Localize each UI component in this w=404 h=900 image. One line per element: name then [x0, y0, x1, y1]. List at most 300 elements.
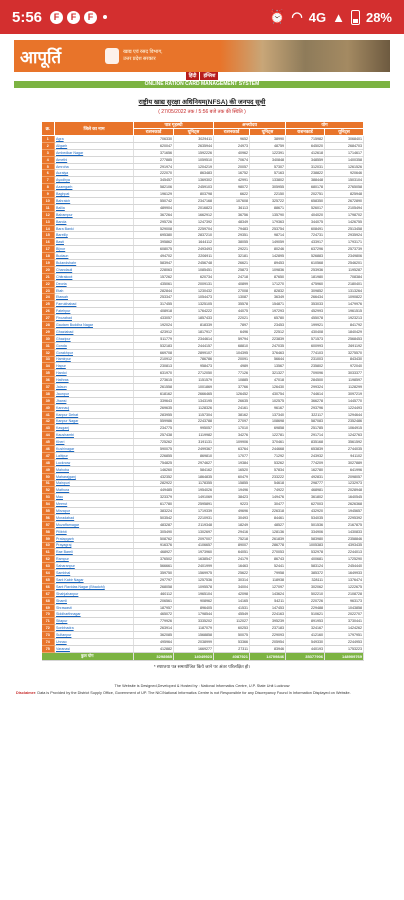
- row-value[interactable]: 359750: [134, 570, 174, 577]
- row-value[interactable]: 199921: [286, 322, 325, 329]
- row-value[interactable]: 1198597: [325, 377, 364, 384]
- row-value[interactable]: 235802: [286, 363, 325, 370]
- district-link[interactable]: Rampur: [55, 556, 134, 563]
- row-value[interactable]: 317455: [134, 301, 174, 308]
- row-value[interactable]: 187957: [134, 604, 174, 611]
- row-value[interactable]: 283955: [134, 411, 174, 418]
- row-value[interactable]: 126430: [250, 384, 286, 391]
- district-link[interactable]: Maharajganj: [55, 473, 134, 480]
- row-value[interactable]: 324167: [286, 625, 325, 632]
- row-value[interactable]: 3191131: [174, 439, 214, 446]
- row-value[interactable]: 328111: [286, 577, 325, 584]
- row-value[interactable]: 618162: [134, 390, 174, 397]
- row-value[interactable]: 25622: [214, 570, 250, 577]
- row-value[interactable]: 2691192: [325, 342, 364, 349]
- row-value[interactable]: 322117: [286, 411, 325, 418]
- row-value[interactable]: 549330: [286, 639, 325, 646]
- row-value[interactable]: 79958: [250, 570, 286, 577]
- row-value[interactable]: 404020: [286, 211, 325, 218]
- row-value[interactable]: 1857433: [174, 315, 214, 322]
- row-value[interactable]: 228063: [134, 266, 174, 273]
- row-value[interactable]: 361802: [286, 494, 325, 501]
- row-value[interactable]: 2626368: [325, 501, 364, 508]
- row-value[interactable]: 42991: [214, 177, 250, 184]
- row-value[interactable]: 266434: [286, 294, 325, 301]
- row-value[interactable]: 1669277: [174, 645, 214, 652]
- row-value[interactable]: 96167: [250, 404, 286, 411]
- district-link[interactable]: Lucknow: [55, 459, 134, 466]
- district-link[interactable]: Ghaziabad: [55, 328, 134, 335]
- district-link[interactable]: Kaushambi: [55, 432, 134, 439]
- row-value[interactable]: 26635: [214, 397, 250, 404]
- district-link[interactable]: Kheri: [55, 439, 134, 446]
- district-link[interactable]: Gautam Buddha Nagar: [55, 322, 134, 329]
- row-value[interactable]: 35578: [214, 301, 250, 308]
- row-value[interactable]: 383224: [134, 508, 174, 515]
- district-link[interactable]: Hathras: [55, 377, 134, 384]
- row-value[interactable]: 222070: [134, 170, 174, 177]
- row-value[interactable]: 2352486: [325, 418, 364, 425]
- row-value[interactable]: 1085451: [174, 266, 214, 273]
- row-value[interactable]: 122781: [250, 432, 286, 439]
- row-value[interactable]: 36349: [250, 294, 286, 301]
- row-value[interactable]: 74922: [250, 487, 286, 494]
- row-value[interactable]: 1965104: [174, 590, 214, 597]
- row-value[interactable]: 41531: [214, 604, 250, 611]
- row-value[interactable]: 75218: [214, 535, 250, 542]
- row-value[interactable]: 291714: [286, 432, 325, 439]
- row-value[interactable]: 25873: [214, 266, 250, 273]
- row-value[interactable]: 430408: [286, 328, 325, 335]
- row-value[interactable]: 261839: [250, 535, 286, 542]
- row-value[interactable]: 80246: [250, 246, 286, 253]
- district-link[interactable]: Hapur: [55, 363, 134, 370]
- row-value[interactable]: 2105494: [325, 204, 364, 211]
- row-value[interactable]: 502210: [286, 590, 325, 597]
- row-value[interactable]: 803798: [174, 191, 214, 198]
- row-value[interactable]: 891953: [286, 618, 325, 625]
- district-link[interactable]: Auraiya: [55, 170, 134, 177]
- row-value[interactable]: 440193: [286, 645, 325, 652]
- row-value[interactable]: 432352: [134, 473, 174, 480]
- district-link[interactable]: Amroha: [55, 163, 134, 170]
- row-value[interactable]: 108698: [250, 418, 286, 425]
- row-value[interactable]: 774209: [286, 459, 325, 466]
- district-link[interactable]: Kushinagar: [55, 446, 134, 453]
- district-link[interactable]: Meerut: [55, 501, 134, 508]
- row-value[interactable]: 2546201: [325, 260, 364, 267]
- row-value[interactable]: 24161: [214, 404, 250, 411]
- row-value[interactable]: 3033377: [325, 370, 364, 377]
- district-link[interactable]: Budaun: [55, 253, 134, 260]
- row-value[interactable]: 102575: [250, 397, 286, 404]
- row-value[interactable]: 22021: [214, 315, 250, 322]
- row-value[interactable]: 1376474: [325, 577, 364, 584]
- row-value[interactable]: 2108728: [325, 590, 364, 597]
- row-value[interactable]: 118938: [250, 577, 286, 584]
- row-value[interactable]: 452993: [286, 308, 325, 315]
- row-value[interactable]: 608491: [286, 225, 325, 232]
- row-value[interactable]: 210912: [134, 356, 174, 363]
- row-value[interactable]: 1095578: [174, 583, 214, 590]
- row-value[interactable]: 109906: [214, 439, 250, 446]
- row-value[interactable]: 2259704: [174, 225, 214, 232]
- row-value[interactable]: 48759: [250, 142, 286, 149]
- district-link[interactable]: Kanpur Nagar: [55, 418, 134, 425]
- district-link[interactable]: Chitrakoot: [55, 273, 134, 280]
- row-value[interactable]: 395239: [250, 618, 286, 625]
- row-value[interactable]: 345457: [134, 177, 174, 184]
- row-value[interactable]: 268058: [134, 583, 174, 590]
- district-link[interactable]: Basti: [55, 239, 134, 246]
- district-link[interactable]: Ayodhya: [55, 177, 134, 184]
- row-value[interactable]: 2712050: [174, 370, 214, 377]
- row-value[interactable]: 133802: [250, 177, 286, 184]
- row-value[interactable]: 2744035: [325, 446, 364, 453]
- row-value[interactable]: 920646: [325, 170, 364, 177]
- row-value[interactable]: 941102: [325, 452, 364, 459]
- row-value[interactable]: 57307: [250, 163, 286, 170]
- row-value[interactable]: 234775: [134, 425, 174, 432]
- row-value[interactable]: 963173: [325, 597, 364, 604]
- row-value[interactable]: 277885: [134, 156, 174, 163]
- row-value[interactable]: 253754: [250, 225, 286, 232]
- row-value[interactable]: 154871: [250, 301, 286, 308]
- row-value[interactable]: 192024: [134, 322, 174, 329]
- row-value[interactable]: 286778: [250, 542, 286, 549]
- row-value[interactable]: 2684703: [325, 142, 364, 149]
- row-value[interactable]: 206561: [134, 597, 174, 604]
- district-link[interactable]: Mainpuri: [55, 480, 134, 487]
- row-value[interactable]: 412882: [134, 645, 174, 652]
- row-value[interactable]: 423912: [134, 328, 174, 335]
- district-link[interactable]: Fatehpur: [55, 308, 134, 315]
- district-link[interactable]: Gorakhpur: [55, 349, 134, 356]
- district-link[interactable]: Farrukhabad: [55, 301, 134, 308]
- row-value[interactable]: 2595891: [174, 501, 214, 508]
- row-value[interactable]: 56644: [250, 356, 286, 363]
- row-value[interactable]: 571573: [286, 335, 325, 342]
- row-value[interactable]: 388448: [286, 177, 325, 184]
- row-value[interactable]: 532978: [286, 549, 325, 556]
- row-value[interactable]: 433057: [134, 315, 174, 322]
- row-value[interactable]: 371656: [134, 149, 174, 156]
- row-value[interactable]: 122391: [250, 149, 286, 156]
- row-value[interactable]: 282844: [134, 287, 174, 294]
- row-value[interactable]: 48349: [214, 218, 250, 225]
- row-value[interactable]: 566661: [134, 563, 174, 570]
- row-value[interactable]: 37766: [214, 384, 250, 391]
- row-value[interactable]: 126452: [214, 390, 250, 397]
- row-value[interactable]: 60253: [214, 625, 250, 632]
- row-value[interactable]: 680178: [286, 184, 325, 191]
- row-value[interactable]: 1222675: [325, 583, 364, 590]
- row-value[interactable]: 334906: [286, 528, 325, 535]
- row-value[interactable]: 9223: [214, 501, 250, 508]
- row-value[interactable]: 22150: [250, 191, 286, 198]
- row-value[interactable]: 20057: [214, 163, 250, 170]
- district-link[interactable]: Bijnor: [55, 246, 134, 253]
- row-value[interactable]: 658350: [286, 198, 325, 205]
- district-link[interactable]: Balrampur: [55, 211, 134, 218]
- row-value[interactable]: 1797951: [325, 632, 364, 639]
- row-value[interactable]: 291974: [134, 163, 174, 170]
- district-link[interactable]: Shamli: [55, 597, 134, 604]
- row-value[interactable]: 995057: [174, 425, 214, 432]
- row-value[interactable]: 744614: [286, 390, 325, 397]
- row-value[interactable]: 2243788: [174, 418, 214, 425]
- row-value[interactable]: 40899: [214, 280, 250, 287]
- row-value[interactable]: 27097: [214, 418, 250, 425]
- row-value[interactable]: 162780: [286, 466, 325, 473]
- row-value[interactable]: 1257536: [174, 577, 214, 584]
- row-value[interactable]: 610568: [286, 260, 325, 267]
- row-value[interactable]: 340848: [250, 156, 286, 163]
- row-value[interactable]: 2167875: [325, 521, 364, 528]
- row-value[interactable]: 972040: [325, 363, 364, 370]
- row-value[interactable]: 2456748: [174, 260, 214, 267]
- row-value[interactable]: 455078: [286, 315, 325, 322]
- district-link[interactable]: Shrawasti: [55, 604, 134, 611]
- row-value[interactable]: 3027889: [325, 459, 364, 466]
- row-value[interactable]: 305490: [134, 528, 174, 535]
- row-value[interactable]: 725262: [134, 439, 174, 446]
- row-value[interactable]: 3097219: [325, 390, 364, 397]
- district-link[interactable]: Amethi: [55, 156, 134, 163]
- district-link[interactable]: Baghpat: [55, 191, 134, 198]
- row-value[interactable]: 86743: [250, 556, 286, 563]
- row-value[interactable]: 220726: [286, 597, 325, 604]
- row-value[interactable]: 1569975: [174, 570, 214, 577]
- row-value[interactable]: 79483: [214, 225, 250, 232]
- row-value[interactable]: 2358846: [325, 535, 364, 542]
- row-value[interactable]: 1151579: [174, 377, 214, 384]
- row-value[interactable]: 128136: [250, 528, 286, 535]
- row-value[interactable]: 1369302: [174, 177, 214, 184]
- row-value[interactable]: 36113: [214, 204, 250, 211]
- row-value[interactable]: 1725290: [325, 556, 364, 563]
- row-value[interactable]: 149476: [250, 494, 286, 501]
- row-value[interactable]: 19384: [214, 459, 250, 466]
- row-value[interactable]: 1064915: [325, 425, 364, 432]
- row-value[interactable]: 89453: [250, 260, 286, 267]
- row-value[interactable]: 36756: [214, 211, 250, 218]
- row-value[interactable]: 818339: [174, 322, 214, 329]
- row-value[interactable]: 325722: [250, 198, 286, 205]
- row-value[interactable]: 916376: [134, 542, 174, 549]
- row-value[interactable]: 706330: [134, 136, 174, 143]
- row-value[interactable]: 226855: [134, 452, 174, 459]
- row-value[interactable]: 2568453: [325, 335, 364, 342]
- district-link[interactable]: Ballia: [55, 204, 134, 211]
- district-link[interactable]: Sultanpur: [55, 632, 134, 639]
- district-link[interactable]: Bulandshahr: [55, 260, 134, 267]
- row-value[interactable]: 376463: [250, 349, 286, 356]
- row-value[interactable]: 4106657: [174, 542, 214, 549]
- row-value[interactable]: 323379: [134, 494, 174, 501]
- district-link[interactable]: Ghazipur: [55, 335, 134, 342]
- row-value[interactable]: 18249: [214, 521, 250, 528]
- row-value[interactable]: 6496: [214, 328, 250, 335]
- row-value[interactable]: 779926: [134, 618, 174, 625]
- row-value[interactable]: 2344614: [174, 335, 214, 342]
- row-value[interactable]: 147453: [250, 604, 286, 611]
- row-value[interactable]: 1400358: [325, 156, 364, 163]
- row-value[interactable]: 13087: [214, 294, 250, 301]
- row-value[interactable]: 376502: [134, 556, 174, 563]
- row-value[interactable]: 627003: [286, 501, 325, 508]
- row-value[interactable]: 1973960: [174, 549, 214, 556]
- row-value[interactable]: 786786: [174, 356, 214, 363]
- row-value[interactable]: 16752: [214, 170, 250, 177]
- row-value[interactable]: 825948: [325, 191, 364, 198]
- row-value[interactable]: 1649933: [325, 570, 364, 577]
- row-value[interactable]: 869810: [174, 452, 214, 459]
- district-link[interactable]: Kannauj: [55, 404, 134, 411]
- row-value[interactable]: 3068401: [325, 136, 364, 143]
- row-value[interactable]: 57163: [250, 170, 286, 177]
- row-value[interactable]: 2935924: [325, 232, 364, 239]
- row-value[interactable]: 1261526: [325, 163, 364, 170]
- site-logo[interactable]: आपूर्ति: [20, 47, 62, 68]
- row-value[interactable]: 724731: [286, 232, 325, 239]
- district-link[interactable]: Siddharthnagar: [55, 611, 134, 618]
- row-value[interactable]: 1714617: [325, 149, 364, 156]
- row-value[interactable]: 2244013: [325, 549, 364, 556]
- row-value[interactable]: 1224493: [325, 404, 364, 411]
- row-value[interactable]: 87650: [250, 273, 286, 280]
- row-value[interactable]: 1424262: [325, 625, 364, 632]
- row-value[interactable]: 1479976: [325, 301, 364, 308]
- row-value[interactable]: 1662912: [174, 211, 214, 218]
- row-value[interactable]: 435061: [134, 280, 174, 287]
- row-value[interactable]: 38423: [214, 494, 250, 501]
- district-link[interactable]: Sant Kabir Nagar: [55, 577, 134, 584]
- row-value[interactable]: 1923213: [325, 315, 364, 322]
- row-value[interactable]: 835168: [286, 439, 325, 446]
- row-value[interactable]: 2513458: [325, 225, 364, 232]
- district-link[interactable]: Saharanpur: [55, 563, 134, 570]
- row-value[interactable]: 1945657: [325, 508, 364, 515]
- row-value[interactable]: 526017: [286, 204, 325, 211]
- row-value[interactable]: 302062: [286, 583, 325, 590]
- row-value[interactable]: 1426755: [325, 218, 364, 225]
- district-link[interactable]: Pratapgarh: [55, 535, 134, 542]
- row-value[interactable]: 460112: [134, 590, 174, 597]
- row-value[interactable]: 709096: [286, 370, 325, 377]
- row-value[interactable]: 309852: [286, 287, 325, 294]
- row-value[interactable]: 1313264: [325, 287, 364, 294]
- row-value[interactable]: 2459103: [174, 184, 214, 191]
- row-value[interactable]: 587083: [286, 418, 325, 425]
- row-value[interactable]: 353033: [286, 301, 325, 308]
- row-value[interactable]: 1343195: [174, 397, 214, 404]
- district-link[interactable]: Hardoi: [55, 370, 134, 377]
- row-value[interactable]: 48527: [250, 521, 286, 528]
- district-link[interactable]: Jalaun: [55, 384, 134, 391]
- row-value[interactable]: 2206911: [174, 253, 214, 260]
- row-value[interactable]: 2180401: [325, 280, 364, 287]
- row-value[interactable]: 400681: [286, 556, 325, 563]
- row-value[interactable]: 2837210: [174, 232, 214, 239]
- row-value[interactable]: 109836: [250, 266, 286, 273]
- district-link[interactable]: Etawah: [55, 294, 134, 301]
- row-value[interactable]: 468981: [286, 487, 325, 494]
- row-value[interactable]: 98072: [214, 184, 250, 191]
- district-link[interactable]: Muzaffarnagar: [55, 521, 134, 528]
- row-value[interactable]: 908962: [174, 597, 214, 604]
- row-value[interactable]: 4393435: [325, 542, 364, 549]
- district-link[interactable]: Kanpur Dehat: [55, 411, 134, 418]
- row-value[interactable]: 305955: [250, 184, 286, 191]
- row-value[interactable]: 54618: [250, 480, 286, 487]
- row-value[interactable]: 60479: [214, 473, 250, 480]
- row-value[interactable]: 3275570: [325, 349, 364, 356]
- row-value[interactable]: 534035: [286, 514, 325, 521]
- row-value[interactable]: 774103: [286, 349, 325, 356]
- row-value[interactable]: 412618: [286, 149, 325, 156]
- district-link[interactable]: Mirzapur: [55, 508, 134, 515]
- row-value[interactable]: 23453: [250, 322, 286, 329]
- row-value[interactable]: 348559: [286, 156, 325, 163]
- row-value[interactable]: 47018: [250, 377, 286, 384]
- row-value[interactable]: 590075: [134, 446, 174, 453]
- row-value[interactable]: 641996: [325, 466, 364, 473]
- district-link[interactable]: Kasganj: [55, 425, 134, 432]
- row-value[interactable]: 583947: [134, 260, 174, 267]
- row-value[interactable]: 127097: [250, 583, 286, 590]
- row-value[interactable]: 71292: [250, 452, 286, 459]
- row-value[interactable]: 49696: [214, 508, 250, 515]
- row-value[interactable]: 2028948: [325, 487, 364, 494]
- row-value[interactable]: 583124: [286, 563, 325, 570]
- row-value[interactable]: 202751: [286, 191, 325, 198]
- row-value[interactable]: 1954026: [174, 487, 214, 494]
- row-value[interactable]: 1840429: [325, 328, 364, 335]
- row-value[interactable]: 205954: [250, 639, 286, 646]
- row-value[interactable]: 1864835: [174, 473, 214, 480]
- lang-english-link[interactable]: इंग्लिश: [200, 72, 218, 80]
- row-value[interactable]: 34004: [214, 583, 250, 590]
- row-value[interactable]: 1090822: [325, 294, 364, 301]
- row-value[interactable]: 282922: [134, 480, 174, 487]
- row-value[interactable]: 583980: [286, 535, 325, 542]
- district-link[interactable]: Gonda: [55, 342, 134, 349]
- row-value[interactable]: 98714: [250, 232, 286, 239]
- district-link[interactable]: Varanasi: [55, 645, 134, 652]
- row-value[interactable]: 2974627: [174, 459, 214, 466]
- row-value[interactable]: 253347: [134, 294, 174, 301]
- row-value[interactable]: 68810: [214, 342, 250, 349]
- row-value[interactable]: 69858: [250, 425, 286, 432]
- row-value[interactable]: 2016823: [174, 204, 214, 211]
- row-value[interactable]: 430754: [250, 390, 286, 397]
- row-value[interactable]: 247035: [250, 342, 286, 349]
- row-value[interactable]: 1325105: [174, 301, 214, 308]
- row-value[interactable]: 449485: [134, 487, 174, 494]
- row-value[interactable]: 44075: [214, 308, 250, 315]
- district-link[interactable]: Jhansi: [55, 397, 134, 404]
- row-value[interactable]: 107608: [214, 198, 250, 205]
- row-value[interactable]: 7897: [214, 322, 250, 329]
- row-value[interactable]: 226318: [250, 508, 286, 515]
- row-value[interactable]: 653839: [286, 446, 325, 453]
- row-value[interactable]: 339643: [134, 397, 174, 404]
- row-value[interactable]: 57834: [250, 466, 286, 473]
- row-value[interactable]: 1128326: [174, 404, 214, 411]
- row-value[interactable]: 30314: [214, 577, 250, 584]
- row-value[interactable]: 896405: [174, 604, 214, 611]
